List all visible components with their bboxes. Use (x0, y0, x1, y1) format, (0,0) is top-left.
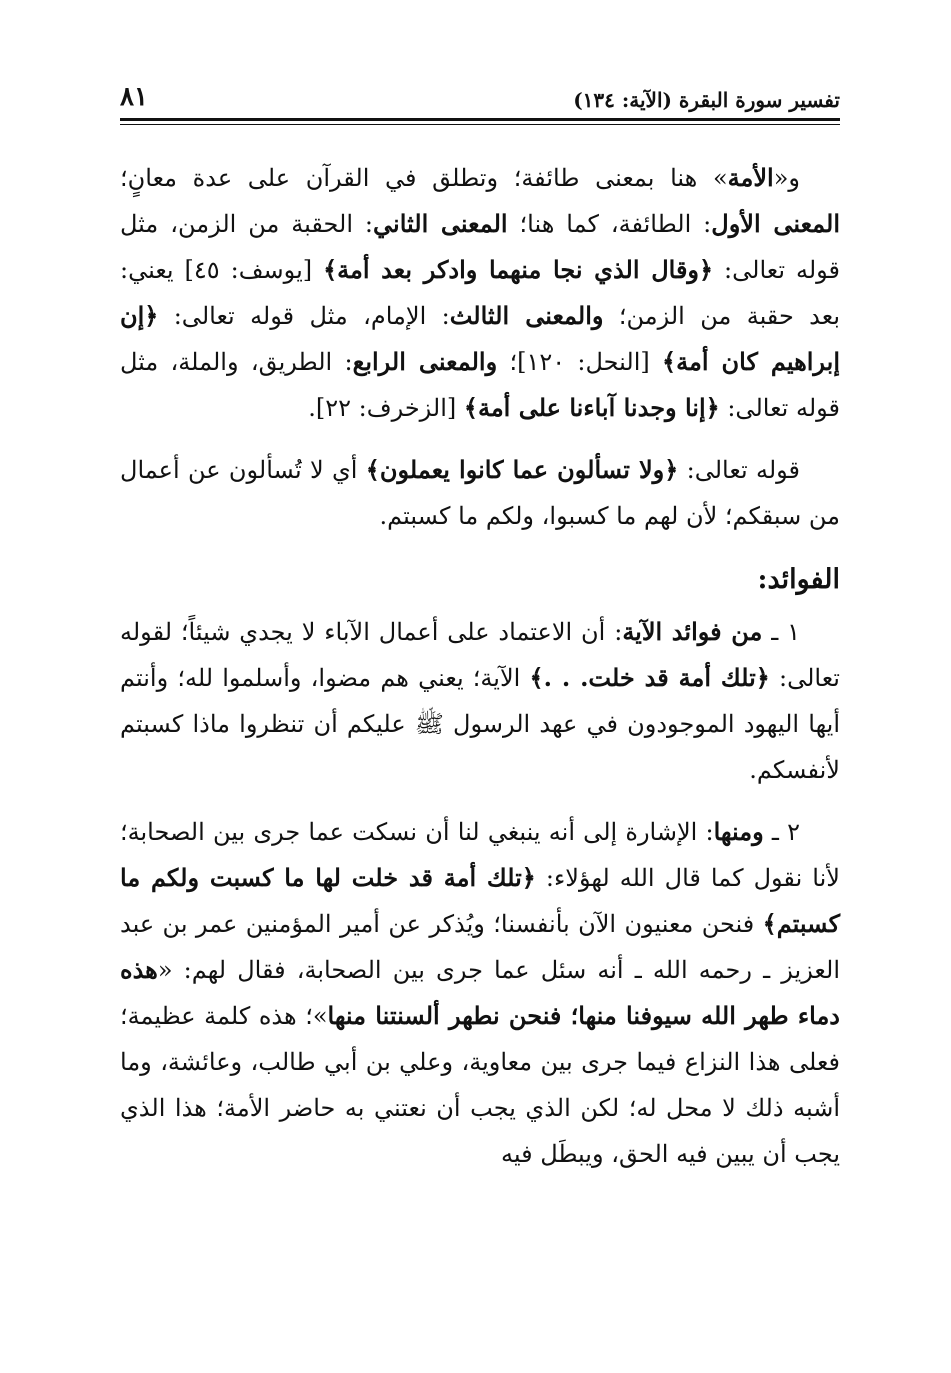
label-first-meaning: المعنى الأول (711, 209, 841, 238)
text-run: : أن الاعتماد على أعمال الآباء لا يجدي شيئاً؛ لقوله تعالى: (120, 618, 840, 692)
benefit-item-2 (120, 809, 840, 1177)
page-number: ٨١ (120, 82, 148, 112)
label-fourth-meaning: والمعنى الرابع (352, 347, 498, 376)
running-title: تفسير سورة البقرة (الآية: ١٣٤) (573, 88, 840, 112)
paragraph-meanings-of-ummah (120, 155, 840, 431)
running-header (120, 80, 840, 112)
text-run: : الحقبة من الزمن، مثل قوله تعالى: (120, 210, 841, 284)
benefit-item-1 (120, 609, 840, 793)
term-ummah: الأمة (727, 163, 774, 192)
text-run: أي لا تُسألون عن أعمال من سبقكم؛ لأن لهم ما كسبوا، ولكم ما كسبتم. (120, 456, 840, 530)
body-text (120, 155, 840, 1177)
text-run: : الإمام، مثل قوله تعالى: (158, 302, 450, 330)
quran-quote-verse: ﴿ولا تسألون عما كانوا يعملون﴾ (365, 455, 679, 484)
header-rule-thin (120, 124, 840, 125)
benefit-label: من فوائد الآية (622, 617, 763, 646)
section-heading-benefits: الفوائد: (757, 564, 840, 595)
quran-quote: ﴿تلك أمة قد خلت. . .﴾ (529, 663, 770, 692)
quoted-saying: هذه دماء طهر الله سيوفنا منها؛ فنحن نطهر ألسنتنا منها (120, 955, 840, 1030)
text-run: » هنا بمعنى طائفة؛ وتطلق في القرآن على عدة معانٍ؛ (120, 164, 728, 192)
text-run: : الإشارة إلى أنه ينبغي لنا أن نسكت عما جرى بين الصحابة؛ لأنا نقول كما قال الله لهؤلاء: (120, 818, 840, 892)
text-run: [الزخرف: ٢٢]. (308, 394, 464, 422)
quran-quote-zukhruf: ﴿إنا وجدنا آباءنا على أمة﴾ (463, 393, 720, 422)
quran-quote-yusuf: ﴿وقال الذي نجا منهما وادكر بعد أمة﴾ (323, 255, 714, 284)
text-run: »؛ هذه كلمة عظيمة؛ فعلى هذا النزاع فيما جرى بين معاوية، وعلي بن أبي طالب، وعائشة، وما أشبه ذلك لا محل له؛ لكن الذي يجب أن نعتني به حاضر الأمة؛ هذا الذي يجب أن يبين فيه الحق، ويبطَل فيه (120, 1002, 840, 1168)
label-second-meaning: المعنى الثاني (373, 209, 508, 238)
quran-quote: ﴿تلك أمة قد خلت لها ما كسبت ولكم ما كسبتم﴾ (120, 863, 840, 938)
paragraph-tafsir-verse (120, 447, 840, 539)
benefit-label: ومنها (713, 817, 764, 846)
text-run: ١ ـ (762, 618, 800, 646)
text-run: قوله تعالى: (678, 456, 801, 484)
text-run: و« (773, 164, 800, 192)
text-run: [يوسف: ٤٥] يعني: بعد حقبة من الزمن؛ (120, 256, 841, 330)
text-run: [النحل: ١٢٠]؛ (497, 348, 663, 376)
text-run: فنحن معنيون الآن بأنفسنا؛ ويُذكر عن أمير المؤمنين عمر بن عبد العزيز ـ رحمه الله ـ أنه سئل عما جرى بين الصحابة، فقال لهم: « (120, 910, 840, 984)
text-run: : الطريق، والملة، مثل قوله تعالى: (120, 348, 840, 422)
text-run: الآية؛ يعني هم مضوا، وأسلموا لله؛ وأنتم أيها اليهود الموجودون في عهد الرسول ﷺ عليكم أن تنظروا ماذا كسبتم لأنفسكم. (120, 664, 840, 784)
book-page (120, 80, 840, 1193)
text-run: : الطائفة، كما هنا؛ (507, 210, 712, 238)
label-third-meaning: والمعنى الثالث (449, 301, 604, 330)
quran-quote-nahl: ﴿إن إبراهيم كان أمة﴾ (120, 301, 841, 376)
header-rule-thick (120, 118, 840, 121)
text-run: ٢ ـ (763, 818, 800, 846)
